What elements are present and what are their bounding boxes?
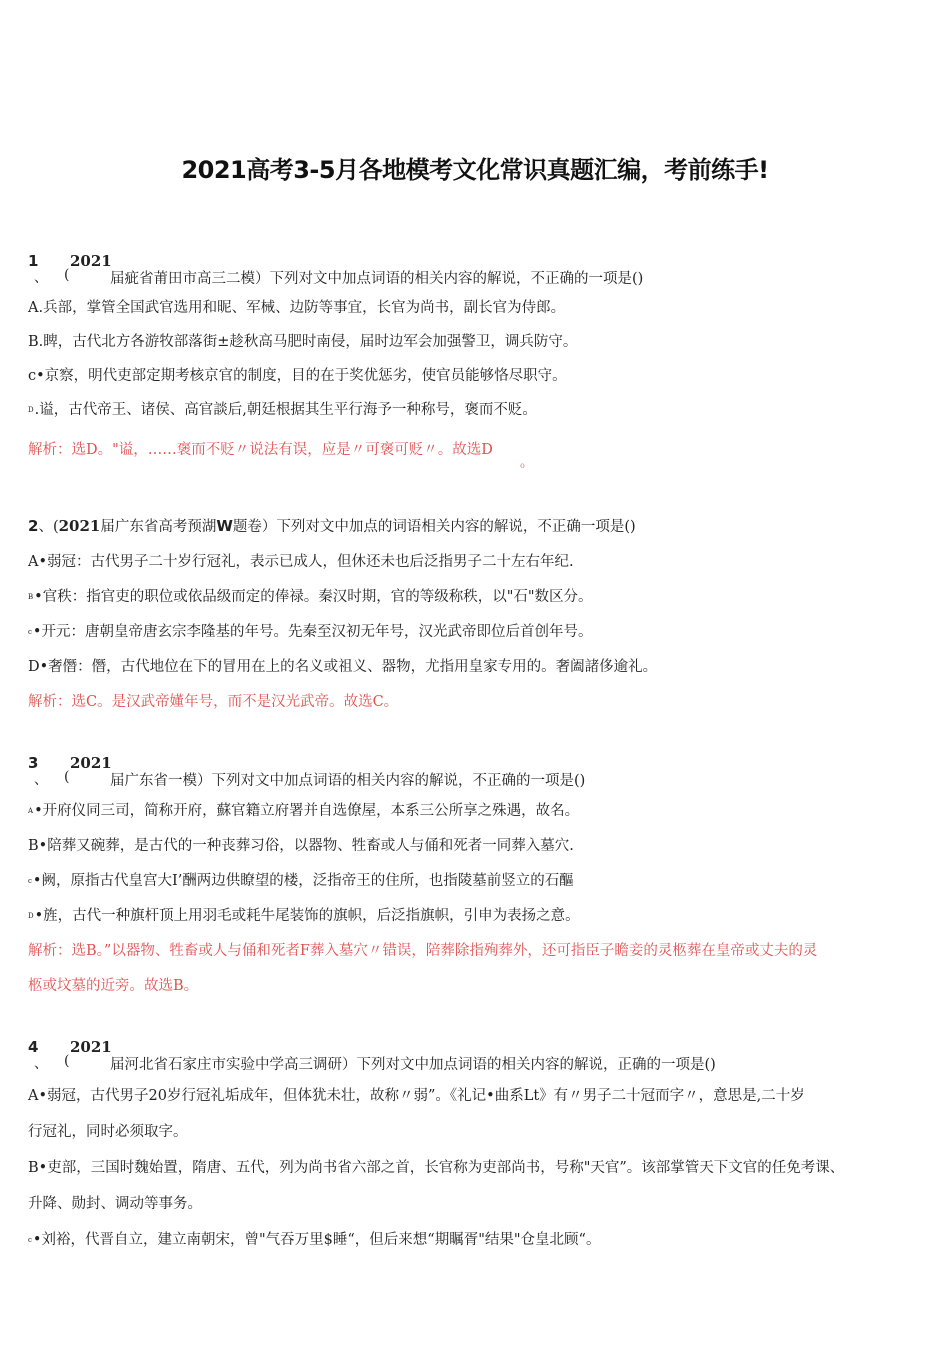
question-separator: 、	[38, 519, 53, 535]
option-c	[28, 622, 928, 642]
option-b-line-1: B•吏部，三国时魏始置，隋唐、五代，列为尚书省六部之首，长官称为吏部尚书，号称"天官”。该部掌管天下文官的任免考课、	[28, 1160, 845, 1176]
answer-tail: o	[520, 461, 525, 470]
option-c	[28, 871, 928, 891]
question-stem: 届河北省石家庄市实验中学高三调研）下列对文中加点词语的相关内容的解说，正确的一项是()	[110, 1057, 716, 1073]
question-header	[28, 754, 928, 794]
question-year: 2021	[70, 754, 112, 772]
question-year: 2021	[70, 252, 112, 270]
question-stem-part1: 届广东省高考预湖	[100, 519, 217, 535]
answer-explanation	[28, 440, 928, 470]
answer-explanation-line-1: 解析：选B。”以器物、牲畜或人与俑和死者F葬入墓穴〃错误，陪葬除指殉葬外，还可指臣子瞻妾的灵柩葬在皇帝或丈夫的灵	[28, 943, 818, 959]
option-b-mark: B	[28, 593, 34, 601]
option-a: A.兵部，掌管全国武官选用和昵、军械、边防等事宜，长官为尚书，副长官为侍郎。	[28, 300, 566, 316]
open-paren: (	[64, 769, 70, 785]
question-1	[28, 252, 928, 470]
option-d-text: .谥，古代帝王、诸侯、高官談后,朝廷根据其生平行海予一种称号，褒而不贬。	[34, 402, 537, 418]
document-title: 2021高考3-5月各地模考文化常识真题汇编，考前练手!	[181, 156, 769, 184]
question-number: 3	[28, 754, 39, 772]
question-year: 2021	[70, 1038, 112, 1056]
option-d-text: •旌，古代一种旗杆顶上用羽毛或耗牛尾装饰的旗帜，后泛指旗帜，引申为表扬之意。	[34, 908, 580, 924]
option-c-mark: c	[28, 1236, 32, 1244]
question-2	[28, 516, 928, 712]
option-c-text: •刘裕，代晋自立，建立南朝宋，曾"气吞万里$睡“，但后来想“期瞩胥"结果"仓皇北顾“。	[32, 1232, 601, 1248]
option-c-text: •开元：唐朝皇帝唐玄宗李隆基的年号。先秦至汉初无年号，汉光武帝即位后首创年号。	[32, 624, 593, 640]
question-separator: 、	[34, 270, 48, 286]
option-b: B.睥，古代北方各游牧部落街±趁秋高马肥时南侵，届时边军会加强警卫，调兵防守。	[28, 334, 578, 350]
option-c: c•京察，明代吏部定期考核京官的制度，目的在于奖优惩劣，使官员能够恪尽职守。	[28, 368, 567, 384]
option-a-line-1: A•弱冠，古代男子20岁行冠礼垢成年，但体犹未壮，故称〃弱”。《礼记•曲系Lt》有〃男子二十冠而字〃，意思是,二十岁	[28, 1088, 805, 1104]
option-b-text: •官秩：指官吏的职位或依品级而定的俸禄。秦汉时期，官的等级称秩，以"石"数区分。	[34, 589, 593, 605]
question-stem-part2: 题卷）下列对文中加点的词语相关内容的解说，不正确一项是()	[232, 519, 636, 535]
option-a-text: •开府仪同三司，简称开府，蘇官籍立府署并自选僚屋，本系三公所享之殊遇，故名。	[34, 803, 580, 819]
answer-explanation: 解析：选C。是汉武帝嬞年号，而不是汉光武帝。故选C。	[28, 694, 399, 710]
question-stem: 届疵省莆田市高三二模）下列对文中加点词语的相关内容的解说，不正确的一项是()	[110, 271, 644, 287]
question-4	[28, 1038, 928, 1250]
question-number: 2	[28, 517, 39, 535]
question-stem: 届广东省一模）下列对文中加点词语的相关内容的解说，不正确的一项是()	[110, 773, 586, 789]
question-year: 2021	[58, 517, 101, 535]
question-header	[28, 252, 928, 292]
question-separator: 、	[34, 1056, 48, 1072]
open-paren: (	[52, 519, 59, 535]
option-a	[28, 801, 928, 821]
option-b-line-2: 升降、勋封、调动等事务。	[28, 1196, 202, 1212]
answer-explanation-line-2: 柩或坟墓的近旁。故选B。	[28, 978, 199, 994]
answer-text: 解析：选D。"谥，……褒而不贬〃说法有误，应是〃可褒可贬〃。故选D	[28, 442, 493, 458]
open-paren: (	[64, 267, 70, 283]
question-number: 1	[28, 252, 39, 270]
question-number: 4	[28, 1038, 39, 1056]
option-d	[28, 906, 928, 926]
question-header	[28, 1038, 928, 1078]
option-d: D•奢僭：僭，古代地位在下的冒用在上的名义或祖义、器物，尤指用皇家专用的。奢阖諸侈逾礼。	[28, 659, 658, 675]
question-separator: 、	[34, 772, 48, 788]
option-d-mark: D	[28, 912, 34, 920]
option-d-mark: D	[28, 406, 34, 414]
option-a: A•弱冠：古代男子二十岁行冠礼，表示已成人，但休还未也后泛指男子二十左右年纪.	[28, 554, 574, 570]
option-c-mark: c	[28, 877, 32, 885]
question-3	[28, 754, 928, 996]
option-b: B•陪葬又碗葬，是古代的一种丧葬习俗，以器物、牲畜或人与俑和死者一同葬入墓穴.	[28, 838, 574, 854]
open-paren: (	[64, 1053, 70, 1069]
question-header	[28, 516, 928, 537]
option-c-mark: c	[28, 628, 32, 636]
question-stem-w: W	[216, 517, 233, 535]
option-b	[28, 587, 928, 607]
option-a-mark: A	[28, 807, 34, 815]
option-c	[28, 1230, 928, 1250]
option-c-text: •阙，原指古代皇宫大I’酬两边供瞭望的楼，泛指帝王的住所，也指陵墓前竖立的石醧	[32, 873, 574, 889]
option-a-line-2: 行冠礼，同时必须取字。	[28, 1124, 188, 1140]
option-d	[28, 400, 928, 420]
